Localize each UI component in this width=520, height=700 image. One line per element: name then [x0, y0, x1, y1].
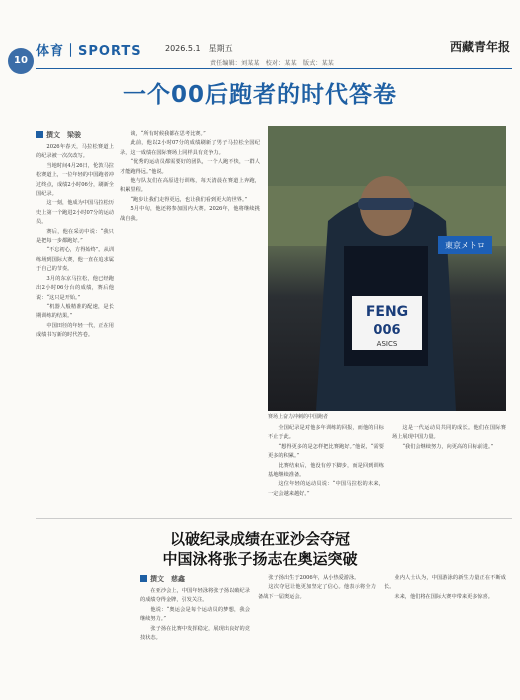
article-paragraph: 张子扬出生于2006年，从小热爱游泳。: [268, 575, 360, 581]
masthead: [0, 0, 520, 67]
article-1-column-2: [120, 130, 260, 500]
article-paragraph: 比赛结束后，他没有停下脚步，而是回到训练基地继续准备。: [268, 462, 384, 479]
article-paragraph: 5月中旬，他还将参加国内大赛。2026年，他将继续挑战自我。: [120, 206, 260, 222]
article-paragraph: 他与队友们在高原进行训练，每天清晨在赛道上奔跑，积累里程。: [120, 178, 260, 194]
article-paragraph: “机器人般精准的配速，是长期训练的结果。”: [36, 303, 114, 320]
byline-marker-icon: [140, 575, 147, 582]
article-paragraph: 中国田径的年轻一代，正在用成绩书写新的时代答卷。: [36, 322, 114, 339]
article-2-column-2: [258, 574, 376, 694]
article-paragraph: 张子扬在比赛中发挥稳定，展现出良好的竞技状态。: [140, 625, 250, 642]
article-1-column-1: [36, 130, 114, 500]
page-number: 10: [8, 48, 34, 74]
article-paragraph: 谈，“所有时候我都在思考比赛。”: [130, 131, 206, 137]
article-2-column-1: [140, 574, 250, 694]
issue-date: 2026.5.1 星期五: [165, 44, 233, 53]
header-divider: [36, 68, 512, 69]
article-paragraph: 这一刻，他成为中国马拉松历史上第一个跑进2小时07分的运动员。: [36, 200, 114, 226]
article-paragraph: 3月的东京马拉松，他已经跑出2小时06分台的成绩，赛后他说：“这只是开始。”: [36, 275, 114, 301]
article-paragraph: 未来，他们将在国际大赛中带来更多惊喜。: [394, 593, 493, 600]
article-paragraph: 2026年春天，马拉松赛道上的纪录被一次次改写。: [36, 144, 114, 160]
main-headline: 一个00后跑者的时代答卷: [122, 82, 397, 108]
article-paragraph: “想得更多的是怎样把比赛跑好。”他说，“需要更多的积累。”: [268, 443, 384, 460]
bib-number: 006: [373, 323, 401, 338]
subhead-line-2: 中国泳将张子扬志在奥运突破: [162, 550, 358, 568]
article-1-column-3: [268, 424, 384, 514]
editor-credits: 责任编辑：刘某某 校对：某某 版式：某某: [210, 60, 335, 67]
sponsor-text: 東京メトロ: [445, 241, 485, 250]
article-paragraph: 当地时间4月26日，伦敦马拉松赛道上，一位年轻的中国跑者冲过终点，成绩2小时06分，刷新全国纪录。: [36, 162, 114, 198]
article-paragraph: “不忘初心，方得始终”。从训练场到国际大赛，他一直在追求属于自己的节奏。: [36, 247, 114, 273]
photo-caption: 赛场上奋力冲刺的中国跑者: [268, 414, 329, 420]
article-paragraph: “我们会继续努力，向更高的目标前进。”: [402, 443, 494, 450]
byline-marker-icon: [36, 131, 43, 138]
section-title: 体育｜SPORTS: [36, 44, 142, 59]
article-1-column-4: [392, 424, 506, 514]
article-1-byline: 撰文 梁骏: [36, 130, 114, 140]
article-2-column-3: [384, 574, 506, 694]
article-paragraph: 他说：“奥运会是每个运动员的梦想，我会继续努力。”: [140, 606, 250, 623]
article-paragraph: 业内人士认为，中国游泳的新生力量正在不断成长。: [384, 575, 506, 591]
article-1-body: [36, 143, 114, 341]
bib-name: FENG: [365, 304, 409, 320]
bib-brand: ASICS: [376, 340, 398, 348]
article-paragraph: 这次夺冠让他更加坚定了信心。他表示将全力备战下一届奥运会。: [258, 584, 376, 600]
subhead-line-1: 以破纪录成绩在亚沙会夺冠: [169, 530, 350, 548]
article-2-byline: 撰文 慈鑫: [140, 574, 250, 584]
section-divider: [36, 518, 512, 519]
runner-photo: [268, 126, 506, 411]
article-paragraph: 此前，他以2小时07分的成绩刷新了男子马拉松全国纪录，这一成绩在国际赛场上同样具有竞争力。: [120, 140, 260, 156]
article-1-body-2: [120, 130, 260, 224]
article-paragraph: 这位年轻的运动员说：“中国马拉松的未来，一定会越来越好。”: [268, 481, 384, 497]
article-paragraph: 全国纪录是对他多年训练的回报，而他的目标不止于此。: [268, 425, 384, 441]
article-paragraph: 这是一代运动员共同的成长。他们在国际赛场上展现中国力量。: [392, 425, 506, 441]
article-paragraph: “跑步让我们走得更远，也让我们看到更大的世界。”: [130, 196, 248, 203]
newspaper-brand: 西藏青年报: [449, 40, 510, 54]
article-paragraph: “优秀的运动员都需要好的团队，一个人跑不快，一群人才能跑得远。”他说。: [120, 159, 260, 175]
article-paragraph: 在亚沙会上，中国年轻泳将张子扬以破纪录的成绩夺得金牌，引发关注。: [140, 588, 250, 604]
article-paragraph: 赛后，他在采访中说：“我只是把每一步都跑好。”: [36, 228, 114, 245]
